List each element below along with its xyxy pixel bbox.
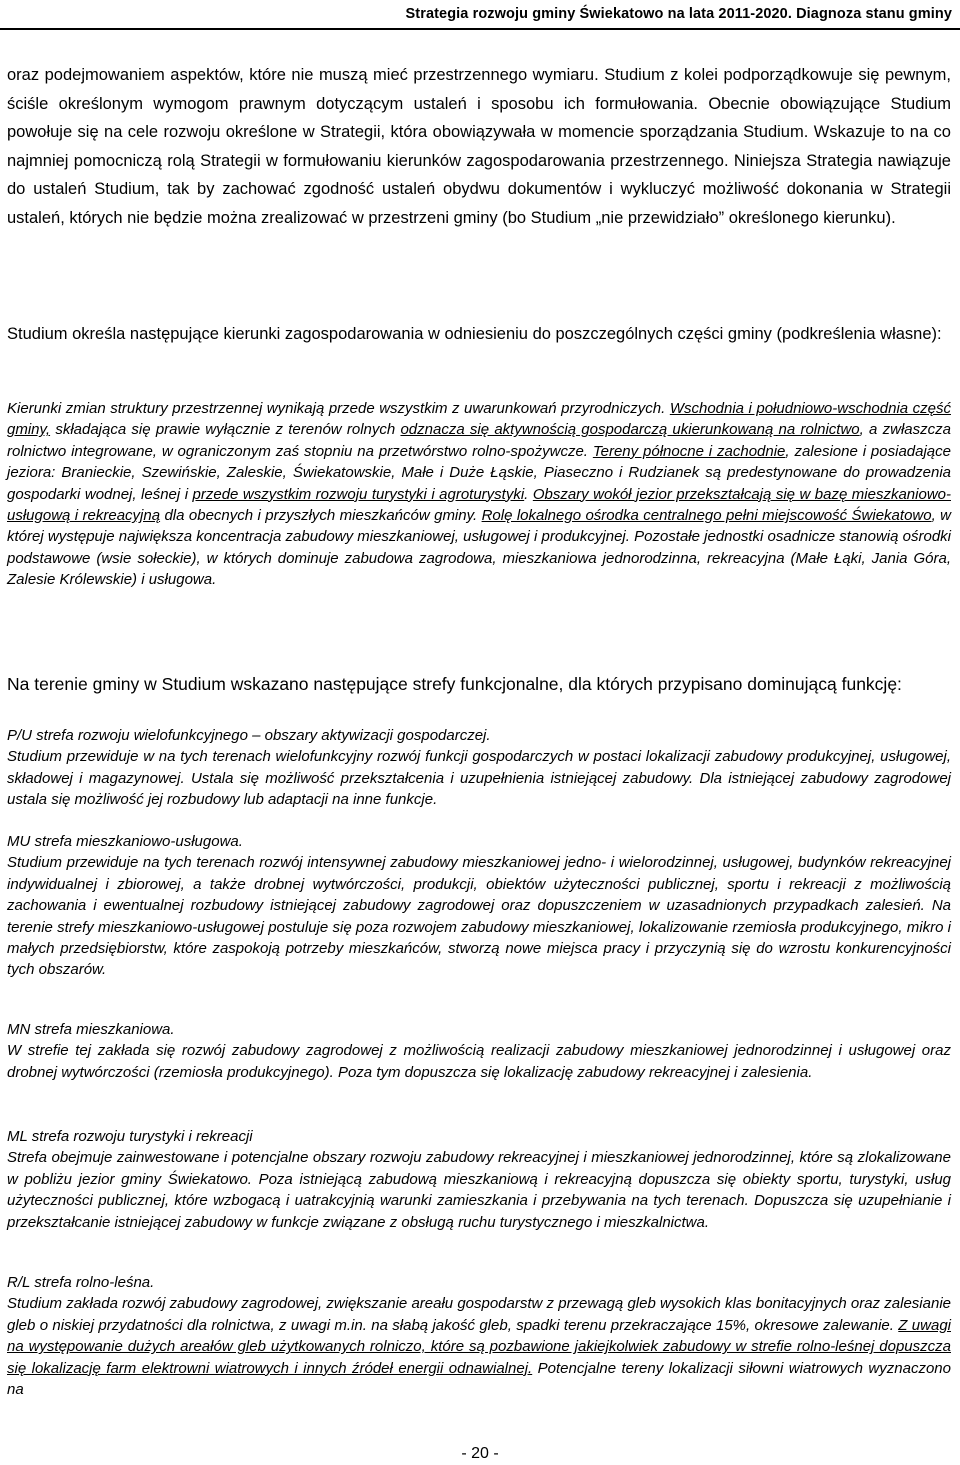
zone-description: Studium przewiduje na tych terenach rozwój intensywnej zabudowy mieszkaniowej jedno- i wielorodzinnej, usługowej, budynków rekreacyjnej indywidualnej i zbiorowej, a także drobnej wytwórczości, produkcji, obiektów użyteczności publicznej, sportu i rekreacji z możliwością zachowania i ewentualnej rozbudowy istniejącej zabudowy zagrodowej oraz dopuszczeniem w uzasadnionych przypadkach zalesień. Na terenie strefy mieszkaniowo-usługowej postuluje się poza rozwojem zabudowy mieszkaniowej, lokalizowanie rzemiosła produkcyjnego, mikro i małych przedsiębiorstw, które zaspokoją potrzeby mieszkańców, stworzą nowe miejsca pracy i przyczynią się do wzrostu konkurencyjności tych obszarów. xyxy=(7,854,951,979)
underlined-segment: przede wszystkim rozwoju turystyki i agroturystyki xyxy=(192,485,525,503)
zone-title: R/L strefa rolno-leśna. xyxy=(7,1274,155,1291)
zone-ml-text xyxy=(7,1126,951,1233)
zone-mu-text xyxy=(7,831,951,981)
underlined-segment: Wschodnia i południowo-wschodnia część gminy, xyxy=(7,400,951,439)
zone-pu xyxy=(7,725,951,811)
underlined-segment: odznacza się aktywnością gospodarczą ukierunkowaną na rolnictwo xyxy=(400,421,860,439)
text-segment: składająca się prawie wyłącznie z terenów rolnych xyxy=(50,421,401,439)
zone-mu xyxy=(7,831,951,981)
text-segment: dla obecnych i przyszłych mieszkańców gminy. xyxy=(160,507,482,525)
underlined-segment: Tereny północne i zachodnie xyxy=(592,442,786,460)
text-segment: . xyxy=(524,485,533,503)
zone-title: ML strefa rozwoju turystyki i rekreacji xyxy=(7,1128,253,1145)
zone-mn xyxy=(7,1019,951,1083)
zone-description: Studium zakłada rozwój zabudowy zagrodowej, zwiększanie areału gospodarstw z przewagą gleb wysokich klas bonitacyjnych oraz zalesianie gleb o niskiej przydatności dla rolnictwa, z uwagi m.in. na słabą jakość gleb, spadki terenu przekraczające 15%, okresowe zalewanie. xyxy=(7,1295,951,1334)
paragraph-zones-lead: Na terenie gminy w Studium wskazano następujące strefy funkcjonalne, dla których przypisano dominującą funkcję: xyxy=(7,674,902,694)
zone-pu-text xyxy=(7,725,951,811)
text-segment: Potencjalne tereny lokalizacji siłowni wiatrowych wyznaczono na xyxy=(7,1359,951,1399)
underlined-segment: Z uwagi na występowanie dużych areałów gleb użytkowanych rolniczo, które są pozbawione jakiejkolwiek zabudowy w strefie rolno-leśnej dopuszcza się lokalizację farm elektrowni wiatrowych i innych źródeł energii odnawialnej. xyxy=(7,1316,951,1377)
zone-title: P/U strefa rozwoju wielofunkcyjnego – obszary aktywizacji gospodarczej. xyxy=(7,727,491,744)
underlined-segment: Obszary wokół jezior przekształcają się w bazę mieszkaniowo-usługową i rekreacyjną xyxy=(7,485,951,525)
underlined-segment: Rolę lokalnego ośrodka centralnego pełni miejscowość Świekatowo xyxy=(481,507,932,525)
zone-title: MN strefa mieszkaniowa. xyxy=(7,1021,175,1038)
running-header: Strategia rozwoju gminy Świekatowo na lata 2011-2020. Diagnoza stanu gminy xyxy=(405,6,952,22)
text-segment: , a zwłaszcza rolnictwo integrowane, w ograniczonym zaś stopniu na przetwórstwo rolno-spożywcze. xyxy=(7,421,951,460)
text-segment: , zalesione i posiadające jeziora: Branieckie, Szewińskie, Zaleskie, Świekatowskie, Małe i Duże Łąskie, Piaseczno i Rudzianek są predestynowane do prowadzenia gospodarki wodnej, leśnej i xyxy=(7,442,951,503)
zone-description: Studium przewiduje w na tych terenach wielofunkcyjny rozwój funkcji gospodarczych w postaci lokalizacji zabudowy produkcyjnej, usługowej, składowej i magazynowej. Ustala się możliwość przekształcenia i uzupełnienia istniejącej zabudowy. Dla istniejącej zabudowy zagrodowej ustala się możliwość jej rozbudowy lub adaptacji na inne funkcje. xyxy=(7,748,951,809)
zone-description: W strefie tej zakłada się rozwój zabudowy zagrodowej z możliwością realizacji zabudowy mieszkaniowej jednorodzinnej i usługowej oraz drobnej wytwórczości (rzemiosła produkcyjnego). Poza tym dopuszcza się lokalizację zabudowy rekreacyjnej i zalesienia. xyxy=(7,1042,951,1081)
zone-title: MU strefa mieszkaniowo-usługowa. xyxy=(7,833,243,850)
text-segment: , w której występuje największa koncentracja zabudowy mieszkaniowej, usługowej i produkcyjnej. Pozostałe jednostki osadnicze stanowią ośrodki podstawowe (wsie sołeckie), w których dominuje zabudowa zagrodowa, mieszkaniowa jednorodzinna, rekreacyjna (Małe Łąki, Jania Góra, Zalesie Królewskie) i usługowa. xyxy=(7,507,951,589)
zone-rl xyxy=(7,1272,951,1400)
paragraph-kierunki-intro: Studium określa następujące kierunki zagospodarowania w odniesieniu do poszczególnych części gminy (podkreślenia własne): xyxy=(7,325,942,343)
zone-mn-text xyxy=(7,1019,951,1083)
zone-description: Strefa obejmuje zainwestowane i potencjalne obszary rozwoju zabudowy rekreacyjnej i mieszkaniowej jednorodzinnej, które są zlokalizowane w pobliżu jezior gminy Świekatowo. Poza istniejącą zabudową mieszkaniową i rekreacyjną dopuszcza się obiekty sportu, turystyki, usług użyteczności publicznej, które wzbogacą i uatrakcyjnią warunki zamieszkania i przebywania na tych terenach. Dopuszcza się uzupełnianie i przekształcanie istniejącej zabudowy w funkcje związane z obsługą ruchu turystycznego i mieszkalnictwa. xyxy=(7,1149,951,1231)
zone-ml xyxy=(7,1126,951,1233)
kierunki-block xyxy=(7,398,951,591)
zones-lead-block xyxy=(7,670,951,699)
paragraph-kierunki xyxy=(7,398,951,591)
paragraph-studium-relation: oraz podejmowaniem aspektów, które nie muszą mieć przestrzennego wymiaru. Studium z kolei podporządkowuje się pewnym, ściśle określonym wymogom prawnym dotyczącym ustaleń i sposobu ich formułowania. Obecnie obowiązujące Studium powołuje się na cele rozwoju określone w Strategii, która obowiązywała w momencie sporządzania Studium. Wskazuje to na co najmniej pomocniczą rolą Strategii w formułowaniu kierunków zagospodarowania przestrzennego. Niniejsza Strategia nawiązuje do ustaleń Studium, tak by zachować zgodność ustaleń obydwu dokumentów i wykluczyć możliwość dokonania w Strategii ustaleń, których nie będzie można zrealizować w przestrzeni gminy (bo Studium „nie przewidziało” określonego kierunku). xyxy=(7,66,951,227)
kierunki-intro-block xyxy=(7,320,951,349)
header-rule xyxy=(0,28,960,30)
text-segment: Kierunki zmian struktury przestrzennej wynikają przede wszystkim z uwarunkowań przyrodniczych. xyxy=(7,400,670,417)
zone-rl-text xyxy=(7,1272,951,1400)
page-number: - 20 - xyxy=(461,1445,499,1462)
body-text xyxy=(7,61,951,232)
